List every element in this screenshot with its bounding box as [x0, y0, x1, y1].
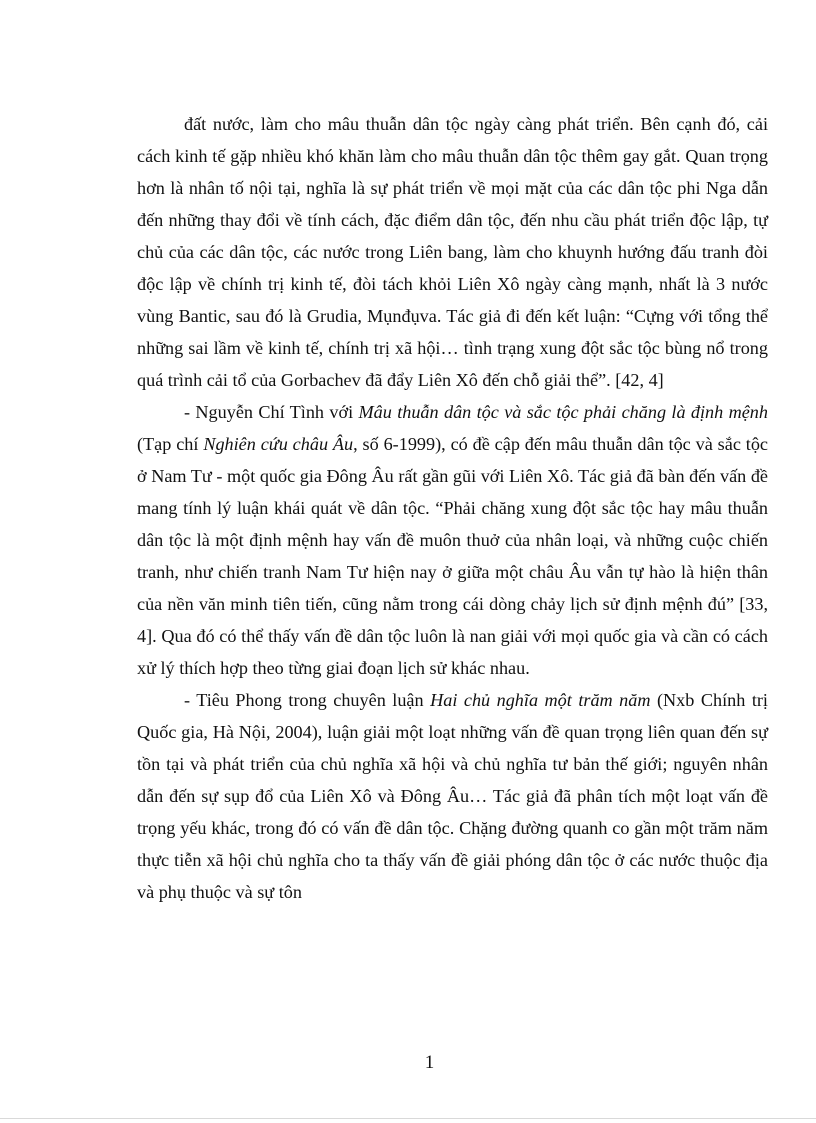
paragraph-1-text: đất nước, làm cho mâu thuẫn dân tộc ngày càng phát triển. Bên cạnh đó, cải cách kinh tế gặp nhiều khó khăn làm cho mâu thuẫn dân tộc thêm gay gắt. Quan trọng hơn là nhân tố nội tại, nghĩa là sự phát triển về mọi mặt của các dân tộc phi Nga dẫn đến những thay đổi về tính cách, đặc điểm dân tộc, đến nhu cầu phát triển độc lập, tự chủ của các dân tộc, các nước trong Liên bang, làm cho khuynh hướng đấu tranh đòi độc lập về chính trị kinh tế, đòi tách khỏi Liên Xô ngày càng mạnh, nhất là 3 nước vùng Bantic, sau đó là Grudia, Mụnđụva. Tác giả đi đến kết luận: “Cựng với tổng thể những sai lầm về kinh tế, chính trị xã hội… tình trạng xung đột sắc tộc bùng nổ trong quá trình cải tổ của Gorbachev đã đẩy Liên Xô đến chỗ giải thể”. [42, 4] [137, 114, 768, 390]
paragraph-3-text: (Nxb Chính trị Quốc gia, Hà Nội, 2004), luận giải một loạt những vấn đề quan trọng liên quan đến sự tồn tại và phát triển của chủ nghĩa xã hội và chủ nghĩa tư bản thế giới; nguyên nhân dẫn đến sự sụp đổ của Liên Xô và Đông Âu… Tác giả đã phân tích một loạt vấn đề trọng yếu khác, trong đó có vấn đề dân tộc. Chặng đường quanh co gần một trăm năm thực tiễn xã hội chủ nghĩa cho ta thấy vấn đề giải phóng dân tộc ở các nước thuộc địa và phụ thuộc và sự tôn [137, 690, 768, 902]
paragraph-2-text: - Nguyễn Chí Tình với [184, 402, 359, 422]
paragraph-2-article-title: Mâu thuẫn dân tộc và sắc tộc phải chăng là định mệnh [358, 402, 768, 422]
paragraph-3-book-title: Hai chủ nghĩa một trăm năm [430, 690, 651, 710]
paragraph-3-text: - Tiêu Phong trong chuyên luận [184, 690, 431, 710]
paragraph-2-text: , số 6-1999), có đề cập đến mâu thuẫn dân tộc và sắc tộc ở Nam Tư - một quốc gia Đông Âu rất gần gũi với Liên Xô. Tác giả đã bàn đến vấn đề mang tính lý luận khái quát về dân tộc. “Phải chăng xung đột sắc tộc hay mâu thuẫn dân tộc là một định mệnh hay vấn đề muôn thuở của nhân loại, và những cuộc chiến tranh, như chiến tranh Nam Tư hiện nay ở giữa một châu Âu vẫn tự hào là hiện thân của nền văn minh tiên tiến, cũng nằm trong cái dòng chảy lịch sử định mệnh đú” [33, 4]. Qua đó có thể thấy vấn đề dân tộc luôn là nan giải với mọi quốc gia và cần có cách xử lý thích hợp theo từng giai đoạn lịch sử khác nhau. [137, 434, 768, 678]
page-number: 1 [424, 1052, 435, 1073]
paragraph-1 [137, 108, 768, 396]
paragraph-2-text: (Tạp chí [137, 434, 204, 454]
body-text [137, 108, 768, 908]
paragraph-2-journal-title: Nghiên cứu châu Âu [203, 434, 354, 454]
paragraph-3 [137, 684, 768, 908]
footer-divider [0, 1118, 816, 1119]
paragraph-2 [137, 396, 768, 684]
